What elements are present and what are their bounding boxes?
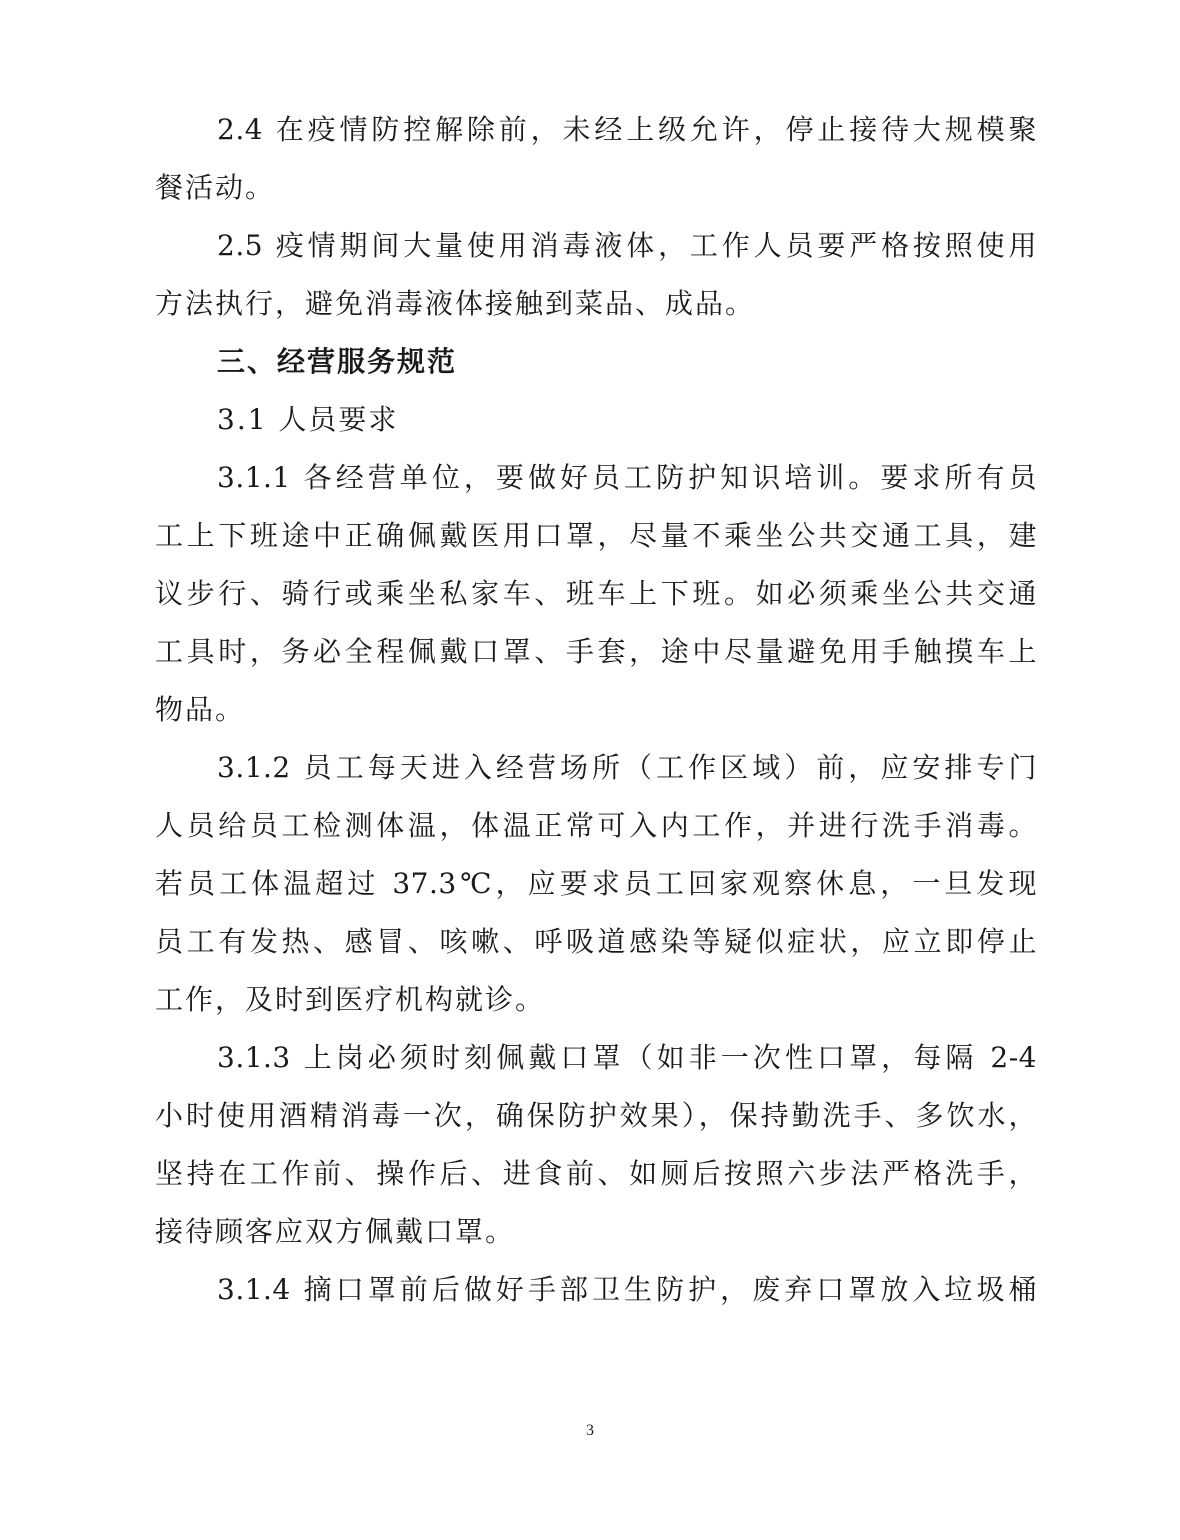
paragraph-3-1-1-line-2: 工上下班途中正确佩戴医用口罩，尽量不乘坐公共交通工具，建 [155, 519, 1037, 552]
paragraph-3-1-1-line-1: 3.1.1 各经营单位，要做好员工防护知识培训。要求所有员 [217, 461, 1037, 494]
paragraph-2-4-line-2: 餐活动。 [155, 171, 276, 204]
paragraph-3-1-2-line-2: 人员给员工检测体温，体温正常可入内工作，并进行洗手消毒。 [155, 809, 1037, 842]
section-heading: 三、经营服务规范 [217, 345, 458, 378]
paragraph-3-1-3-line-1: 3.1.3 上岗必须时刻佩戴口罩（如非一次性口罩，每隔 2-4 [217, 1041, 1037, 1074]
paragraph-3-1-3-line-4: 接待顾客应双方佩戴口罩。 [155, 1215, 516, 1248]
paragraph-3-1-2-line-1: 3.1.2 员工每天进入经营场所（工作区域）前，应安排专门 [217, 751, 1037, 784]
paragraph-2-4-line-1: 2.4 在疫情防控解除前，未经上级允许，停止接待大规模聚 [217, 113, 1037, 146]
paragraph-3-1-3-line-2: 小时使用酒精消毒一次，确保防护效果），保持勤洗手、多饮水， [155, 1099, 1037, 1132]
paragraph-3-1-1-line-4: 工具时，务必全程佩戴口罩、手套，途中尽量避免用手触摸车上 [155, 635, 1037, 668]
page-number: 3 [586, 1422, 594, 1439]
paragraph-3-1-1-line-3: 议步行、骑行或乘坐私家车、班车上下班。如必须乘坐公共交通 [155, 577, 1037, 610]
paragraph-3-1-4-line-1: 3.1.4 摘口罩前后做好手部卫生防护，废弃口罩放入垃圾桶 [217, 1273, 1037, 1306]
paragraph-2-5-line-2: 方法执行，避免消毒液体接触到菜品、成品。 [155, 287, 756, 320]
subsection-heading-3-1: 3.1 人员要求 [217, 403, 399, 436]
paragraph-2-5-line-1: 2.5 疫情期间大量使用消毒液体，工作人员要严格按照使用 [217, 229, 1037, 262]
paragraph-3-1-3-line-3: 坚持在工作前、操作后、进食前、如厕后按照六步法严格洗手， [155, 1157, 1037, 1190]
paragraph-3-1-1-line-5: 物品。 [155, 693, 246, 726]
paragraph-3-1-2-line-5: 工作，及时到医疗机构就诊。 [155, 983, 546, 1016]
paragraph-3-1-2-line-4: 员工有发热、感冒、咳嗽、呼吸道感染等疑似症状，应立即停止 [155, 925, 1037, 958]
paragraph-3-1-2-line-3: 若员工体温超过 37.3℃，应要求员工回家观察休息，一旦发现 [155, 867, 1037, 900]
